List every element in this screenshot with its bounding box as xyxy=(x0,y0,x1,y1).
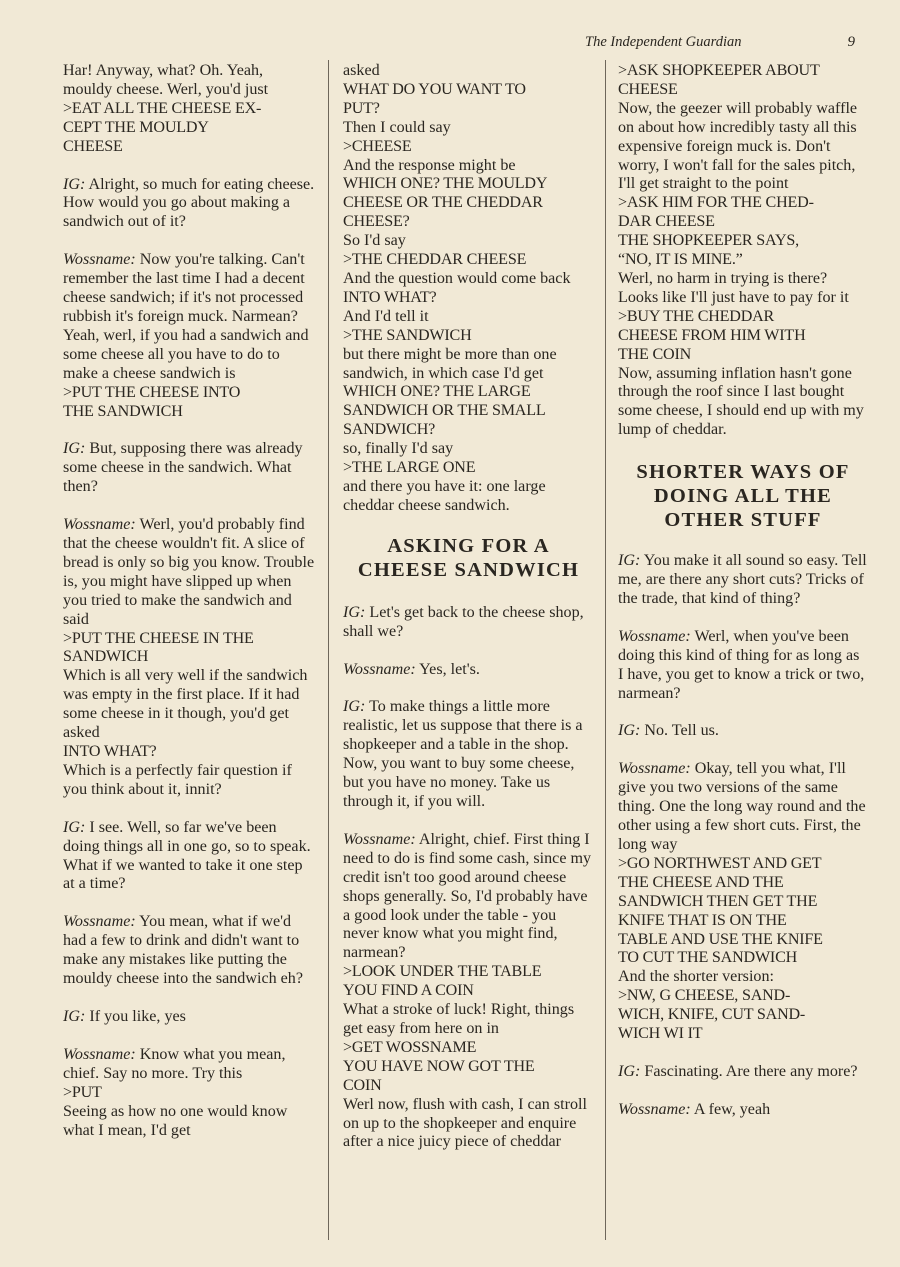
game-command-line: CEPT THE MOULDY xyxy=(63,118,209,136)
article-paragraph xyxy=(63,819,316,895)
article-paragraph xyxy=(343,232,594,251)
game-command-line: >ASK SHOPKEEPER ABOUT xyxy=(618,62,820,79)
game-command-line: >EAT ALL THE CHEESE EX- xyxy=(63,99,262,117)
paragraph-text: You mean, what if we'd had a few to drink and didn't want to make any mistakes like putting the mouldy cheese into the sandwich eh? xyxy=(63,913,303,988)
article-paragraph xyxy=(63,1008,316,1027)
paragraph-text: but there might be more than one sandwich, in which case I'd get xyxy=(343,345,557,382)
paragraph-text: Yes, let's. xyxy=(419,660,480,678)
game-command-line: SANDWICH THEN GET THE xyxy=(618,892,818,910)
page-number: 9 xyxy=(847,34,855,50)
game-command-line: PUT? xyxy=(343,99,380,117)
game-command-line: >PUT THE CHEESE INTO xyxy=(63,383,241,401)
game-command-line: SANDWICH xyxy=(63,648,149,666)
paragraph-text: But, supposing there was already some cheese in the sandwich. What then? xyxy=(63,440,303,496)
article-paragraph xyxy=(63,762,316,800)
paragraph-text: so, finally I'd say xyxy=(343,440,454,458)
game-command-line: >GET WOSSNAME xyxy=(343,1038,477,1056)
publication-name: The Independent Guardian xyxy=(585,34,742,50)
speaker-label: IG: xyxy=(63,1007,86,1025)
paragraph-text: Alright, so much for eating cheese. How would you go about making a sandwich out of it? xyxy=(63,175,315,231)
article-paragraph xyxy=(343,604,594,642)
article-paragraph xyxy=(618,968,868,987)
article-paragraph xyxy=(343,478,594,516)
paragraph-text: Which is all very well if the sandwich was empty in the first place. If it had some cheese in it though, you'd get asked xyxy=(63,667,308,742)
paragraph-text: Werl, when you've been doing this kind of thing for as long as I have, you get to know a trick or two, narmean? xyxy=(618,627,865,702)
game-command-line: CHEESE xyxy=(63,137,123,155)
article-paragraph xyxy=(343,270,594,289)
game-command-line: SANDWICH? xyxy=(343,421,436,439)
section-heading xyxy=(343,534,594,582)
article-paragraph xyxy=(343,346,594,384)
game-command-line: DAR CHEESE xyxy=(618,213,715,231)
article-paragraph xyxy=(618,100,868,195)
game-command-line: >GO NORTHWEST AND GET xyxy=(618,854,822,872)
article-paragraph xyxy=(343,119,594,138)
article-paragraph xyxy=(63,913,316,989)
paragraph-text: And the response might be xyxy=(343,156,516,174)
speaker-label: Wossname: xyxy=(343,660,416,678)
game-command-line: >CHEESE xyxy=(343,137,412,155)
speaker-label: IG: xyxy=(63,440,86,458)
game-command-line: INTO WHAT? xyxy=(343,288,437,306)
article-paragraph xyxy=(343,1096,594,1153)
game-command-line: TO CUT THE SANDWICH xyxy=(618,949,798,967)
game-command-line: >THE LARGE ONE xyxy=(343,459,476,477)
game-command-line: >THE SANDWICH xyxy=(343,326,472,344)
speaker-label: IG: xyxy=(618,722,641,740)
paragraph-text: And the shorter version: xyxy=(618,968,774,986)
speaker-label: IG: xyxy=(63,818,86,836)
paragraph-text: Werl, you'd probably find that the cheese wouldn't fit. A slice of bread is only so big you know. Trouble is, you might have slipped up when you tried to make the sandwich and said xyxy=(63,516,315,628)
column-2 xyxy=(343,62,594,1152)
game-command-line: >ASK HIM FOR THE CHED- xyxy=(618,194,814,212)
paragraph-text: Know what you mean, chief. Say no more. Try this xyxy=(63,1045,286,1082)
game-command-line: KNIFE THAT IS ON THE xyxy=(618,911,787,929)
speaker-label: IG: xyxy=(343,603,366,621)
game-command-line: >NW, G CHEESE, SAND- xyxy=(618,987,791,1005)
game-command-line: WHICH ONE? THE LARGE xyxy=(343,383,531,401)
game-command-line: >LOOK UNDER THE TABLE xyxy=(343,963,542,981)
paragraph-text: Har! Anyway, what? Oh. Yeah, mouldy cheese. Werl, you'd just xyxy=(63,62,269,98)
paragraph-text: asked xyxy=(343,62,380,79)
speaker-label: Wossname: xyxy=(63,251,136,269)
speaker-label: Wossname: xyxy=(618,760,691,778)
paragraph-text: A few, yeah xyxy=(693,1100,771,1118)
article-paragraph xyxy=(618,270,868,308)
game-command-line: >THE CHEDDAR CHEESE xyxy=(343,251,527,269)
game-command-line: CHEESE xyxy=(618,80,678,98)
article-paragraph xyxy=(63,516,316,629)
article-paragraph xyxy=(618,1063,868,1082)
paragraph-text: and there you have it: one large cheddar cheese sandwich. xyxy=(343,477,546,514)
game-command-line: YOU FIND A COIN xyxy=(343,982,474,1000)
article-paragraph xyxy=(343,1001,594,1039)
section-heading-line: DOING ALL THE xyxy=(653,485,833,508)
paragraph-text: No. Tell us. xyxy=(644,722,719,740)
article-paragraph xyxy=(618,1101,868,1120)
article-paragraph xyxy=(618,365,868,441)
game-command-line: >BUY THE CHEDDAR xyxy=(618,307,775,325)
paragraph-text: Seeing as how no one would know what I mean, I'd get xyxy=(63,1102,288,1139)
game-command-line: >PUT THE CHEESE IN THE xyxy=(63,629,254,647)
section-heading-line: OTHER STUFF xyxy=(664,509,822,532)
article-paragraph xyxy=(618,722,868,741)
article-paragraph xyxy=(63,440,316,497)
paragraph-text: If you like, yes xyxy=(89,1007,186,1025)
speaker-label: IG: xyxy=(618,1062,641,1080)
game-command-line: CHEESE OR THE CHEDDAR xyxy=(343,194,543,212)
speaker-label: Wossname: xyxy=(63,913,136,931)
article-paragraph xyxy=(343,308,594,327)
paragraph-text: Werl, no harm in trying is there? Looks like I'll just have to pay for it xyxy=(618,269,849,306)
game-command-line: COIN xyxy=(343,1076,382,1094)
game-command-line: “NO, IT IS MINE.” xyxy=(618,251,743,269)
paragraph-text: To make things a little more realistic, let us suppose that there is a shopkeeper and a table in the shop. Now, you want to buy some cheese, but you have no money. Take us through it, if you will. xyxy=(343,698,583,810)
paragraph-text: I see. Well, so far we've been doing things all in one go, so to speak. What if we wanted to take it one step at a time? xyxy=(63,818,311,893)
paragraph-text: And I'd tell it xyxy=(343,307,429,325)
paragraph-text: Now, the geezer will probably waffle on about how incredibly tasty all this expensive foreign muck is. Don't worry, I won't fall for the sales pitch, I'll get straight to the point xyxy=(618,99,858,193)
speaker-label: IG: xyxy=(618,552,641,570)
speaker-label: IG: xyxy=(63,175,86,193)
paragraph-text: Which is a perfectly fair question if you think about it, innit? xyxy=(63,761,292,798)
section-heading xyxy=(618,460,868,532)
section-heading-line: CHEESE SANDWICH xyxy=(357,558,580,581)
column-divider xyxy=(328,60,329,1240)
game-command-line: YOU HAVE NOW GOT THE xyxy=(343,1057,535,1075)
speaker-label: Wossname: xyxy=(618,627,691,645)
article-paragraph xyxy=(63,1046,316,1084)
paragraph-text: Werl now, flush with cash, I can stroll on up to the shopkeeper and enquire after a nice juicy piece of cheddar xyxy=(343,1095,587,1151)
article-paragraph xyxy=(618,760,868,855)
speaker-label: Wossname: xyxy=(63,516,136,534)
section-heading-line: SHORTER WAYS OF xyxy=(636,461,850,484)
article-paragraph xyxy=(343,157,594,176)
game-command-line: WICH, KNIFE, CUT SAND- xyxy=(618,1006,806,1024)
paragraph-text: Now, assuming inflation hasn't gone through the roof since I last bought some cheese, I should end up with my lump of cheddar. xyxy=(618,364,864,439)
paragraph-text: And the question would come back xyxy=(343,269,571,287)
game-command-line: INTO WHAT? xyxy=(63,743,157,760)
paragraph-text: What a stroke of luck! Right, things get easy from here on in xyxy=(343,1001,575,1037)
paragraph-text: So I'd say xyxy=(343,232,406,250)
article-paragraph xyxy=(618,552,868,609)
game-command-line: THE SHOPKEEPER SAYS, xyxy=(618,232,799,250)
paragraph-text: Okay, tell you what, I'll give you two versions of the same thing. One the long way round and the other using a few short cuts. First, the long way xyxy=(618,760,866,853)
article-paragraph xyxy=(618,628,868,704)
game-command-line: WHICH ONE? THE MOULDY xyxy=(343,175,548,193)
section-heading-line: ASKING FOR A xyxy=(387,534,550,557)
game-command-line: WICH WI IT xyxy=(618,1025,703,1043)
speaker-label: Wossname: xyxy=(343,830,416,848)
game-command-line: TABLE AND USE THE KNIFE xyxy=(618,930,823,948)
article-paragraph xyxy=(343,698,594,811)
article-paragraph xyxy=(63,251,316,383)
paragraph-text: You make it all sound so easy. Tell me, are there any short cuts? Tricks of the trade, that kind of thing? xyxy=(618,552,867,607)
paragraph-text: Fascinating. Are there any more? xyxy=(644,1062,858,1080)
game-command-line: CHEESE FROM HIM WITH xyxy=(618,326,806,344)
article-paragraph xyxy=(63,667,316,743)
article-paragraph xyxy=(343,661,594,680)
game-command-line: WHAT DO YOU WANT TO xyxy=(343,80,526,98)
game-command-line: THE COIN xyxy=(618,345,692,363)
speaker-label: IG: xyxy=(343,698,366,716)
article-paragraph xyxy=(343,440,594,459)
paragraph-text: Alright, chief. First thing I need to do is find some cash, since my credit isn't too good around cheese shops generally. So, I'd probably have a good look under the table - you never know what you might find, narmean? xyxy=(343,830,592,962)
game-command-line: THE CHEESE AND THE xyxy=(618,873,784,891)
article-paragraph xyxy=(63,176,316,233)
paragraph-text: Let's get back to the cheese shop, shall we? xyxy=(343,603,584,640)
game-command-line: CHEESE? xyxy=(343,213,410,231)
speaker-label: Wossname: xyxy=(63,1045,136,1063)
game-command-line: THE SANDWICH xyxy=(63,402,183,420)
column-1 xyxy=(63,62,316,1140)
article-paragraph xyxy=(343,831,594,963)
speaker-label: Wossname: xyxy=(618,1100,691,1118)
paragraph-text: Then I could say xyxy=(343,118,451,136)
paragraph-text: Now you're talking. Can't remember the last time I had a decent cheese sandwich; if it's not processed rubbish it's foreign muck. Narmean? Yeah, werl, if you had a sandwich and some cheese all you have to do to make a cheese sandwich is xyxy=(63,251,309,382)
column-3 xyxy=(618,62,868,1120)
article-paragraph xyxy=(343,62,594,81)
game-command-line: SANDWICH OR THE SMALL xyxy=(343,402,546,420)
column-divider xyxy=(605,60,606,1240)
article-paragraph xyxy=(63,62,316,100)
game-command-line: >PUT xyxy=(63,1083,102,1101)
article-paragraph xyxy=(63,1103,316,1141)
